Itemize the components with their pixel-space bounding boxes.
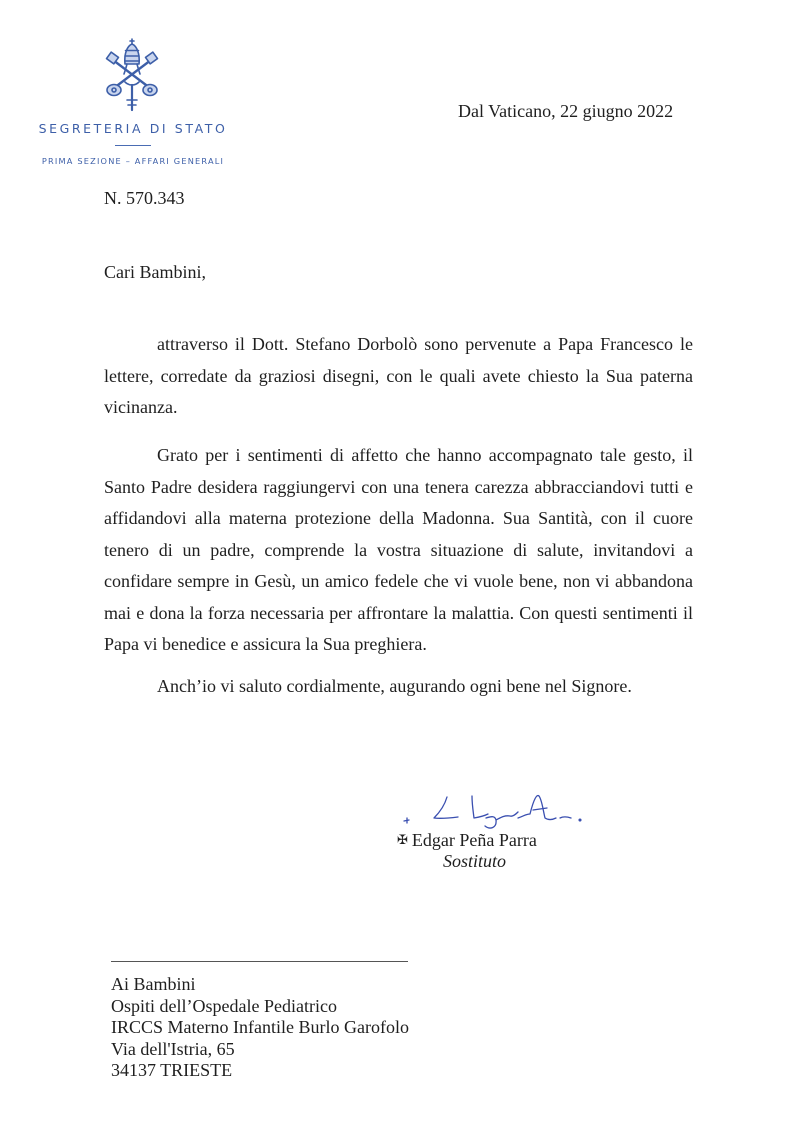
- protocol-number: N. 570.343: [104, 188, 185, 208]
- office-section: PRIMA SEZIONE – AFFARI GENERALI: [41, 156, 225, 166]
- address-line: Ospiti dell’Ospedale Pediatrico: [111, 995, 337, 1016]
- handwritten-signature: [400, 790, 585, 830]
- signer-name-line: [397, 830, 537, 851]
- papal-coat-of-arms-icon: [103, 38, 161, 112]
- signer-title: Sostituto: [443, 851, 507, 871]
- signer-name: Edgar Peña Parra: [411, 830, 537, 850]
- address-line: IRCCS Materno Infantile Burlo Garofolo: [111, 1017, 409, 1037]
- office-name: SEGRETERIA DI STATO: [38, 121, 228, 136]
- bishop-cross-icon: ✠: [397, 832, 408, 847]
- address-line: Via dell'Istria, 65: [111, 1038, 235, 1059]
- salutation: Cari Bambini,: [104, 262, 206, 282]
- recipient-address: [111, 974, 409, 1082]
- closing-paragraph: Anch’io vi saluto cordialmente, augurando ogni bene nel Signore.: [157, 676, 632, 696]
- letterhead-divider: [115, 145, 151, 146]
- body-paragraph: attraverso il Dott. Stefano Dorbolò sono pervenute a Papa Francesco le lettere, corredate da graziosi disegni, con le quali avete chiesto la Sua paterna vicinanza.: [104, 334, 693, 417]
- address-divider: [111, 961, 408, 962]
- address-line: Ai Bambini: [111, 974, 196, 994]
- address-line: 34137 TRIESTE: [111, 1060, 233, 1080]
- body-paragraph: Grato per i sentimenti di affetto che hanno accompagnato tale gesto, il Santo Padre desidera raggiungervi con una tenera carezza abbracciandovi tutti e affidandovi alla materna protezione della Madonna. Sua Santità, con il cuore tenero di un padre, comprende la vostra situazione di salute, invitandovi a confidare sempre in Gesù, un amico fedele che vi vuole bene, non vi abbandona mai e dona la forza necessaria per affrontare la malattia. Con questi sentimenti il Papa vi benedice e assicura la Sua preghiera.: [104, 445, 693, 654]
- letter-date: Dal Vaticano, 22 giugno 2022: [458, 101, 674, 121]
